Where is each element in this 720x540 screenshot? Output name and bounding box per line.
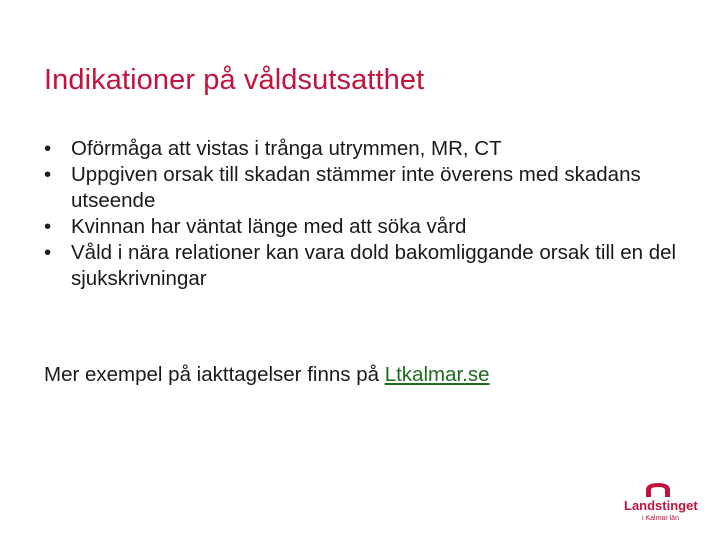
bullet-item: • Oförmåga att vistas i trånga utrymmen, MR, CT bbox=[44, 136, 694, 162]
bullet-list bbox=[44, 136, 694, 292]
footer-line bbox=[44, 362, 490, 388]
footer-text: Mer exempel på iakttagelser finns på bbox=[44, 363, 385, 386]
landstinget-logo bbox=[622, 480, 698, 524]
logo-wordmark: Landstinget bbox=[624, 498, 698, 513]
slide-title: Indikationer på våldsutsatthet bbox=[44, 64, 425, 96]
bullet-item: • Kvinnan har väntat länge med att söka vård bbox=[44, 214, 694, 240]
ltkalmar-link[interactable]: Ltkalmar.se bbox=[384, 363, 490, 386]
landstinget-arch-logo-icon bbox=[622, 480, 698, 524]
bullet-item: • Våld i nära relationer kan vara dold bakomliggande orsak till en del sjukskrivningar bbox=[44, 240, 694, 292]
bullet-item: • Uppgiven orsak till skadan stämmer inte överens med skadans utseende bbox=[44, 162, 694, 214]
logo-subtitle: i Kalmar län bbox=[642, 515, 679, 522]
